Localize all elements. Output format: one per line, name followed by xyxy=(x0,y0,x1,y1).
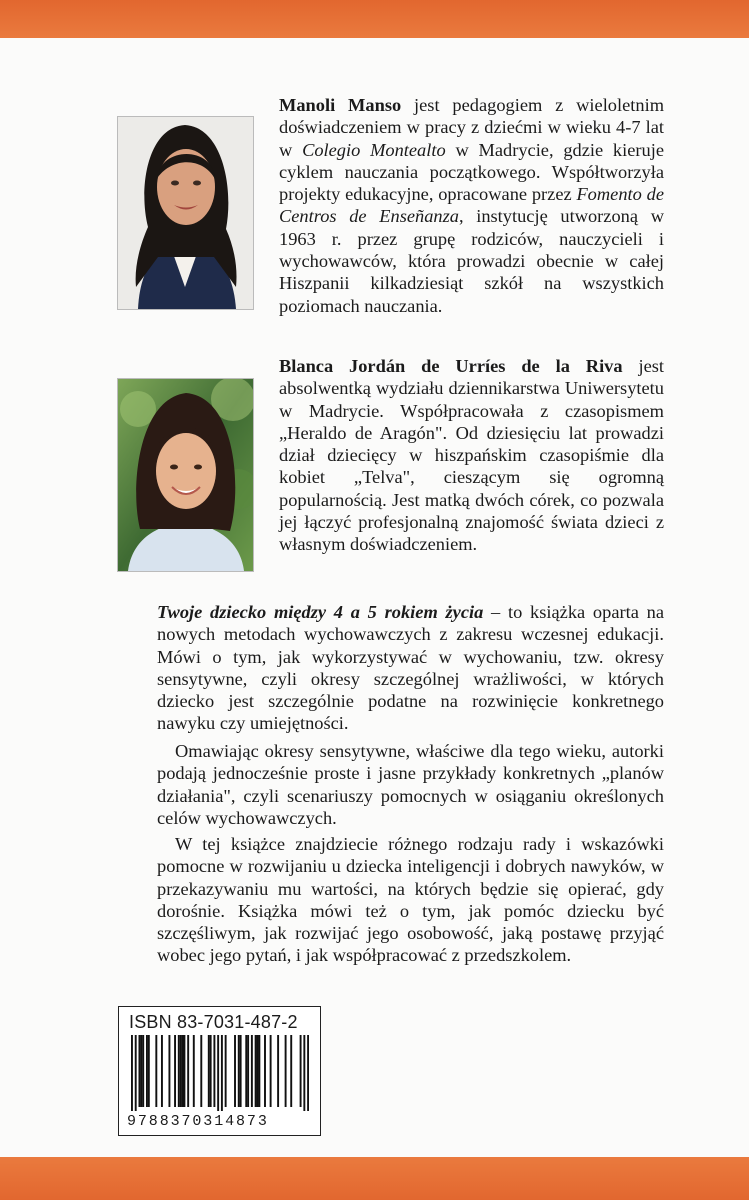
barcode-bar xyxy=(257,1035,259,1107)
barcode-bar xyxy=(285,1035,287,1107)
barcode-bar xyxy=(183,1035,185,1107)
barcode-bar xyxy=(303,1035,305,1111)
barcode-bar xyxy=(245,1035,247,1107)
barcode-bar xyxy=(210,1035,212,1107)
barcode-bar xyxy=(300,1035,302,1107)
barcode-bar xyxy=(142,1035,144,1107)
description-paragraph-2: Omawiając okresy sensytywne, właściwe dla tego wieku, autorki podają jednocześnie proste i jasne przykłady konkretnych „planów działania", czyli scenariuszy pomocnych w osiąganiu określonych celów wychowawczych. xyxy=(157,741,664,828)
barcode-bar xyxy=(221,1035,223,1111)
barcode-bar xyxy=(240,1035,242,1107)
isbn-digits: 9788370314873 xyxy=(127,1113,269,1130)
barcode-bar xyxy=(174,1035,176,1107)
barcode-bar xyxy=(161,1035,163,1107)
author-name: Blanca Jordán de Urríes de la Riva xyxy=(279,356,623,376)
barcode-bar xyxy=(182,1035,184,1107)
barcode-bar xyxy=(258,1035,260,1107)
barcode-bar xyxy=(187,1035,189,1107)
barcode-bar xyxy=(247,1035,249,1107)
barcode-bar xyxy=(155,1035,157,1107)
barcode-bar xyxy=(225,1035,227,1107)
isbn-label: ISBN 83-7031-487-2 xyxy=(129,1012,298,1032)
barcode-bar xyxy=(200,1035,202,1107)
barcode-bar xyxy=(270,1035,272,1107)
barcode-bar xyxy=(217,1035,219,1111)
description-paragraph-1: Twoje dziecko między 4 a 5 rokiem życia – to książka oparta na nowych metodach wychowawczych z zakresu wczesnej edukacji. Mówi o tym, jak wykorzystywać w wychowaniu, tzw. okresy sensytywne, czyli okresy szczególnej wrażliwości, w których dziecko jest szczególnie podatne na rozwinięcie konkretnego nawyku czy umiejętności. xyxy=(157,602,664,734)
barcode-bar xyxy=(234,1035,236,1107)
barcode-bar xyxy=(255,1035,257,1107)
barcode-bar xyxy=(208,1035,210,1107)
barcode-bar xyxy=(264,1035,266,1107)
barcode-bar xyxy=(140,1035,142,1107)
bottom-orange-band xyxy=(0,1157,749,1200)
barcode-bar xyxy=(146,1035,148,1107)
barcode-bar xyxy=(277,1035,279,1107)
barcode-bar xyxy=(307,1035,309,1111)
top-orange-band xyxy=(0,0,749,38)
author-name: Manoli Manso xyxy=(279,95,402,115)
barcode-bar xyxy=(251,1035,253,1107)
barcode-bar xyxy=(168,1035,170,1107)
barcode-bar xyxy=(290,1035,292,1107)
barcode-bar xyxy=(131,1035,133,1111)
description-paragraph-3: W tej książce znajdziecie różnego rodzaju rady i wskazówki pomocne w rozwijaniu u dziecka inteligencji i dobrych nawyków, w przekazywaniu mu wartości, na których będzie się opierać, gdy dorośnie. Książka mówi też o tym, jak pomóc dziecku być szczęśliwym, jak rozwijać jego osobowość, jaką postawę przyjąć wobec jego pytań, i jak współpracować z przedszkolem. xyxy=(157,834,664,966)
barcode-bar xyxy=(180,1035,182,1107)
barcode xyxy=(131,1035,309,1111)
barcode-bar xyxy=(238,1035,240,1107)
barcode-bar xyxy=(193,1035,195,1107)
barcode-bar xyxy=(213,1035,215,1107)
barcode-bar xyxy=(148,1035,150,1107)
author-bio-manoli-manso: Manoli Manso jest pedagogiem z wieloletnim doświadczeniem w pracy z dziećmi w wieku 4-7 lat w Colegio Montealto w Madrycie, gdzie kieruje cyklem nauczania początkowego. Współtworzyła projekty edukacyjne, opracowane przez Fomento de Centros de Enseñanza, instytucję utworzoną w 1963 r. przez grupę rodziców, nauczycieli i wychowawców, która prowadzi obecnie w całej Hiszpanii kilkadziesiąt szkół na wszystkich poziomach nauczania. xyxy=(279,95,664,316)
isbn-barcode-box xyxy=(118,1006,321,1136)
book-title: Twoje dziecko między 4 a 5 rokiem życia xyxy=(157,602,484,622)
barcode-bar xyxy=(178,1035,180,1107)
barcode-bar xyxy=(135,1035,137,1111)
author-bio-blanca-jordan: Blanca Jordán de Urríes de la Riva jest absolwentką wydziału dziennikarstwa Uniwersytetu w Madrycie. Współpracowała z czasopismem „Heraldo de Aragón". Od dziesięciu lat prowadzi dział dziecięcy w hiszpańskim czasopiśmie dla kobiet „Telva", cieszącym się ogromną popularnością. Jest matką dwóch córek, co pozwala jej łączyć profesjonalną znajomość świata dzieci z własnym doświadczeniem. xyxy=(279,356,665,555)
barcode-bar xyxy=(138,1035,140,1107)
